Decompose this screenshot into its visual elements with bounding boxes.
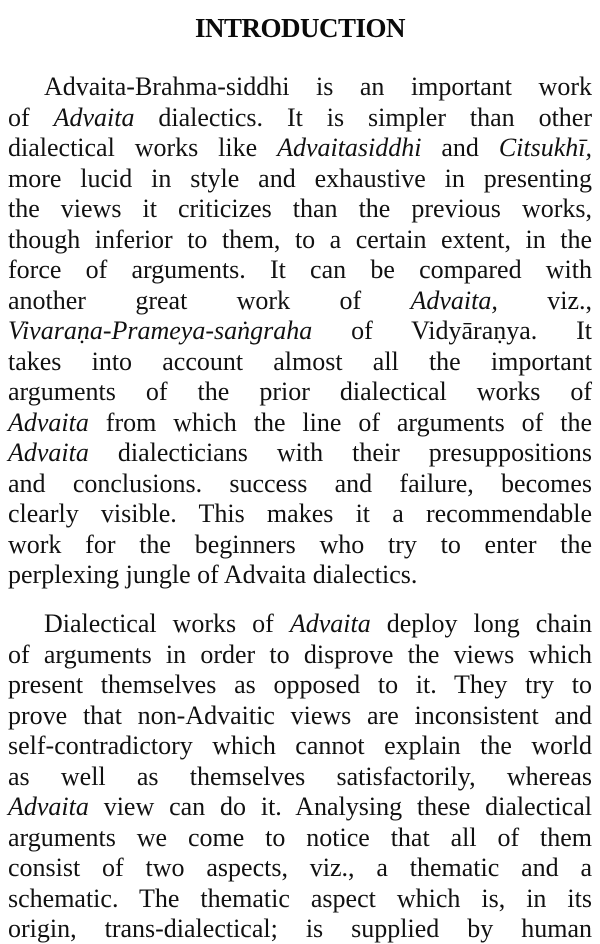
text-segment: present themselves as opposed to it. They try to <box>8 670 592 699</box>
text-line <box>8 286 592 316</box>
text-segment: Dialectical works of <box>44 609 290 638</box>
text-segment: takes into account almost all the important <box>8 346 592 376</box>
text-segment: though inferior to them, to a certain extent, in the <box>8 224 592 254</box>
text-segment: arguments we come to notice that all of them <box>8 822 592 852</box>
text-line <box>8 469 592 499</box>
text-segment: and conclusions. success and failure, becomes <box>8 468 592 498</box>
text-segment: and <box>421 133 499 162</box>
text-line <box>8 194 592 224</box>
text-line <box>8 701 592 731</box>
text-line <box>8 884 592 914</box>
text-segment: view can do it. Analysing these dialectical <box>88 792 592 821</box>
text-line <box>8 103 592 133</box>
text-segment: another great work of <box>8 285 411 315</box>
text-segment: work for the beginners who try to enter the <box>8 529 592 559</box>
italic-term: Advaita <box>8 438 89 467</box>
text-segment: viz., <box>497 285 592 315</box>
text-segment: from which the line of arguments of the <box>88 407 592 437</box>
text-line <box>8 499 592 529</box>
text-line <box>8 670 592 700</box>
text-line <box>8 377 592 407</box>
text-line <box>8 792 592 822</box>
text-line <box>8 731 592 761</box>
text-segment: more lucid in style and exhaustive in presenting <box>8 163 592 193</box>
text-segment: dialectics. It is simpler than other <box>134 102 592 132</box>
italic-term: Advaita <box>8 792 89 821</box>
page-title: INTRODUCTION <box>194 13 406 43</box>
text-segment: of arguments in order to disprove the views which <box>8 639 592 669</box>
text-segment: schematic. The thematic aspect which is, in its <box>8 883 592 913</box>
text-line <box>8 347 592 377</box>
text-line <box>8 408 592 438</box>
text-segment: arguments of the prior dialectical works of <box>8 377 592 406</box>
text-segment: deploy long chain <box>370 609 593 638</box>
text-segment: of <box>8 102 54 132</box>
text-segment: the views it criticizes than the previous works, <box>8 194 592 223</box>
italic-term: Advaita <box>53 102 135 132</box>
text-line <box>8 255 592 285</box>
text-line <box>44 72 592 102</box>
text-line <box>8 762 592 792</box>
text-segment: force of arguments. It can be compared with <box>8 255 592 284</box>
text-line <box>8 853 592 883</box>
text-line <box>8 640 592 670</box>
italic-term: Advaita <box>289 609 371 638</box>
text-segment: dialectical works like <box>8 133 278 162</box>
italic-term: Vivaraṇa-Prameya-saṅgraha <box>8 316 313 345</box>
text-segment: Advaita-Brahma-siddhi is an important work <box>44 72 592 101</box>
text-segment: dialecticians with their presuppositions <box>88 438 592 467</box>
text-segment: consist of two aspects, viz., a thematic and a <box>8 853 592 882</box>
text-segment: origin, trans-dialectical; is supplied by human <box>8 914 592 943</box>
text-segment: clearly visible. This makes it a recommendable <box>8 499 592 528</box>
text-line <box>8 823 592 853</box>
text-line <box>8 164 592 194</box>
italic-term: Advaita <box>8 407 89 437</box>
text-segment: as well as themselves satisfactorily, whereas <box>8 761 592 791</box>
italic-term: Advaitasiddhi <box>277 133 422 162</box>
text-segment: perplexing jungle of Advaita dialectics. <box>8 560 418 589</box>
text-line <box>8 133 592 163</box>
text-line <box>8 225 592 255</box>
text-line <box>8 560 592 590</box>
italic-term: Citsukhī, <box>498 133 593 162</box>
text-line <box>8 530 592 560</box>
text-line <box>44 609 592 639</box>
italic-term: Advaita, <box>410 285 498 315</box>
text-segment: prove that non-Advaitic views are inconsistent and <box>8 700 592 730</box>
text-segment: self-contradictory which cannot explain the world <box>8 731 592 760</box>
text-line <box>8 438 592 468</box>
text-line <box>8 316 592 346</box>
text-segment: of Vidyāraṇya. It <box>312 316 592 345</box>
